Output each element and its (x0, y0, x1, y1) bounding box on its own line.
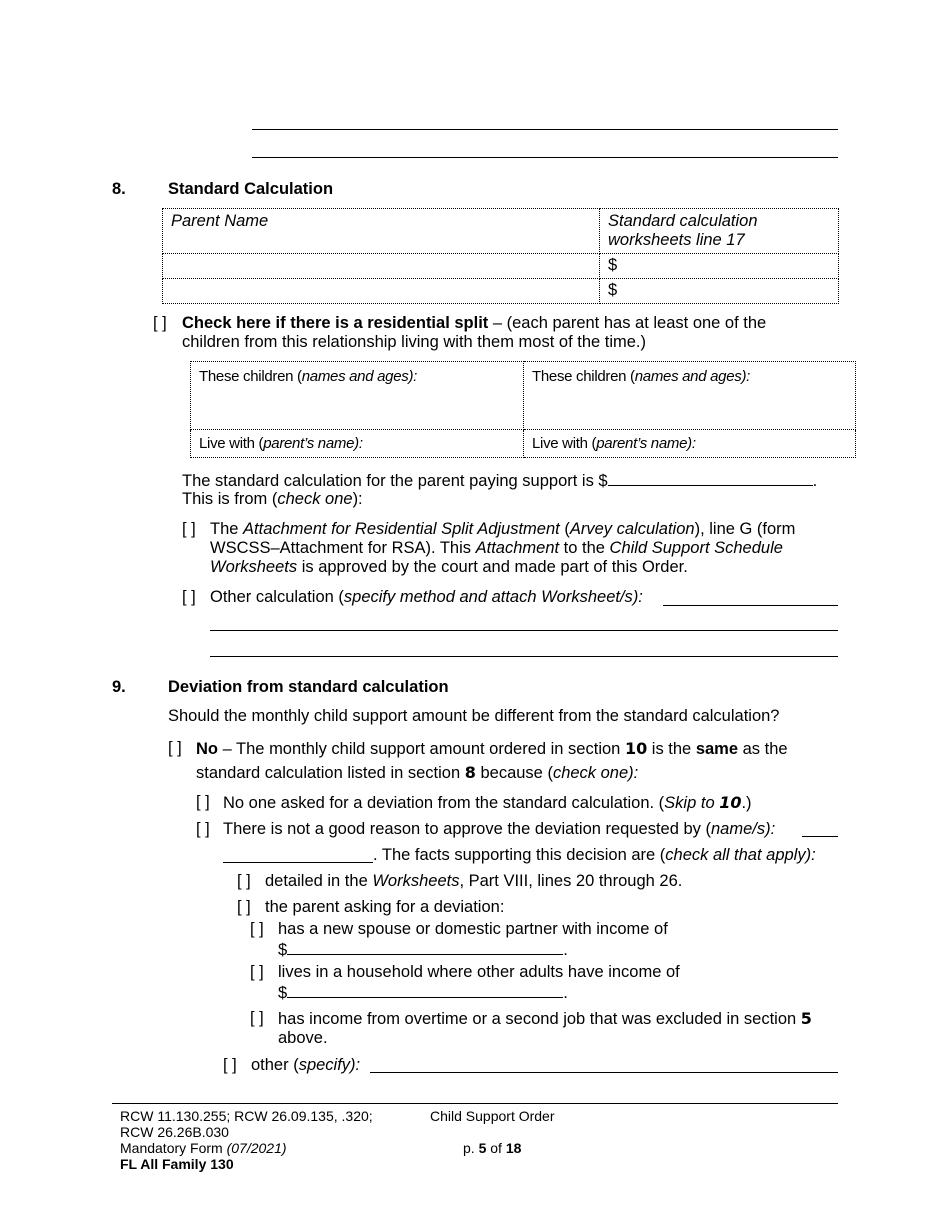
no-checkbox[interactable]: [ ] (168, 739, 182, 757)
footer-left (120, 1108, 373, 1172)
household-text: lives in a household where other adults have income of (278, 963, 680, 981)
amount-cell[interactable]: $ (600, 254, 839, 279)
no-one-asked-checkbox[interactable]: [ ] (196, 793, 210, 811)
section-8-title: Standard Calculation (168, 180, 334, 198)
new-spouse-checkbox[interactable]: [ ] (250, 920, 264, 938)
residential-split-text-line2: children from this relationship living with them most of the time.) (182, 333, 647, 351)
worksheet-line-header: Standard calculation worksheets line 17 (600, 209, 839, 254)
residential-split-table (190, 361, 856, 458)
attachment-text-line3: Worksheets is approved by the court and made part of this Order. (210, 558, 688, 576)
new-spouse-text: has a new spouse or domestic partner with income of (278, 920, 668, 938)
no-text: No – The monthly child support amount ordered in section 10 is the same as the (196, 739, 788, 758)
residential-split-checkbox[interactable]: [ ] (153, 314, 167, 332)
footer-form-id: FL All Family 130 (120, 1156, 234, 1172)
attachment-text: The Attachment for Residential Split Adjustment (Arvey calculation), line G (form (210, 520, 796, 538)
other-reason-checkbox[interactable]: [ ] (223, 1056, 237, 1074)
parent-name-cell[interactable] (163, 279, 600, 304)
other-calculation-checkbox[interactable]: [ ] (182, 588, 196, 606)
footer-page-number: p. 5 of 18 (463, 1140, 522, 1156)
footer-rcw: RCW 26.26B.030 (120, 1124, 229, 1140)
not-good-reason-checkbox[interactable]: [ ] (196, 820, 210, 838)
facts-supporting-text: . The facts supporting this decision are (check all that apply): (373, 846, 816, 864)
live-with-cell[interactable]: Live with (parent’s name): (191, 430, 524, 458)
no-one-asked-text: No one asked for a deviation from the standard calculation. (Skip to 10.) (223, 793, 752, 812)
detailed-text: detailed in the Worksheets, Part VIII, lines 20 through 26. (265, 872, 683, 890)
standard-calculation-table (162, 208, 839, 304)
attachment-text-line2: WSCSS–Attachment for RSA). This Attachment to the Child Support Schedule (210, 539, 783, 557)
parent-asking-checkbox[interactable]: [ ] (237, 898, 251, 916)
other-reason-field[interactable] (370, 1072, 838, 1073)
blank-line[interactable] (252, 129, 838, 130)
check-one-line: This is from (check one): (182, 490, 363, 508)
footer-doc-title: Child Support Order (430, 1108, 555, 1124)
parent-name-cell[interactable] (163, 254, 600, 279)
footer-mandatory: Mandatory Form (07/2021) (120, 1140, 287, 1156)
other-calculation-field[interactable] (663, 605, 838, 606)
blank-line[interactable] (252, 157, 838, 158)
household-checkbox[interactable]: [ ] (250, 963, 264, 981)
blank-line[interactable] (210, 630, 838, 631)
other-calculation-text: Other calculation (specify method and attach Worksheet/s): (210, 588, 643, 606)
live-with-cell[interactable]: Live with (parent’s name): (524, 430, 856, 458)
residential-split-text: Check here if there is a residential split – (each parent has at least one of the (182, 314, 767, 332)
new-spouse-income-field[interactable] (287, 940, 563, 955)
section-9-number: 9. (112, 678, 126, 696)
footer-rcw: RCW 11.130.255; RCW 26.09.135, .320; (120, 1108, 373, 1124)
footer-divider (112, 1103, 838, 1104)
children-names-cell[interactable]: These children (names and ages): (191, 362, 524, 430)
parent-name-header: Parent Name (163, 209, 600, 254)
other-reason-text: other (specify): (251, 1056, 361, 1074)
children-names-cell[interactable]: These children (names and ages): (524, 362, 856, 430)
household-income-field[interactable] (287, 983, 563, 998)
paying-support-line: The standard calculation for the parent paying support is $ . (182, 472, 818, 490)
section-8-number: 8. (112, 180, 126, 198)
amount-cell[interactable]: $ (600, 279, 839, 304)
parent-asking-text: the parent asking for a deviation: (265, 898, 505, 916)
blank-line[interactable] (210, 656, 838, 657)
requested-by-field[interactable] (802, 836, 838, 837)
no-text-line2: standard calculation listed in section 8 because (check one): (196, 763, 639, 782)
deviation-question: Should the monthly child support amount be different from the standard calculation? (168, 707, 780, 725)
household-income-line: $ . (278, 984, 568, 1002)
detailed-checkbox[interactable]: [ ] (237, 872, 251, 890)
new-spouse-income-line: $ . (278, 941, 568, 959)
overtime-checkbox[interactable]: [ ] (250, 1009, 264, 1027)
section-9-title: Deviation from standard calculation (168, 678, 449, 696)
attachment-checkbox[interactable]: [ ] (182, 520, 196, 538)
paying-amount-field[interactable] (608, 471, 813, 486)
overtime-text: has income from overtime or a second job that was excluded in section 5 (278, 1009, 812, 1028)
not-good-reason-text: There is not a good reason to approve the deviation requested by (name/s): (223, 820, 776, 838)
overtime-text-line2: above. (278, 1029, 328, 1047)
requested-by-field-cont[interactable] (223, 862, 373, 863)
